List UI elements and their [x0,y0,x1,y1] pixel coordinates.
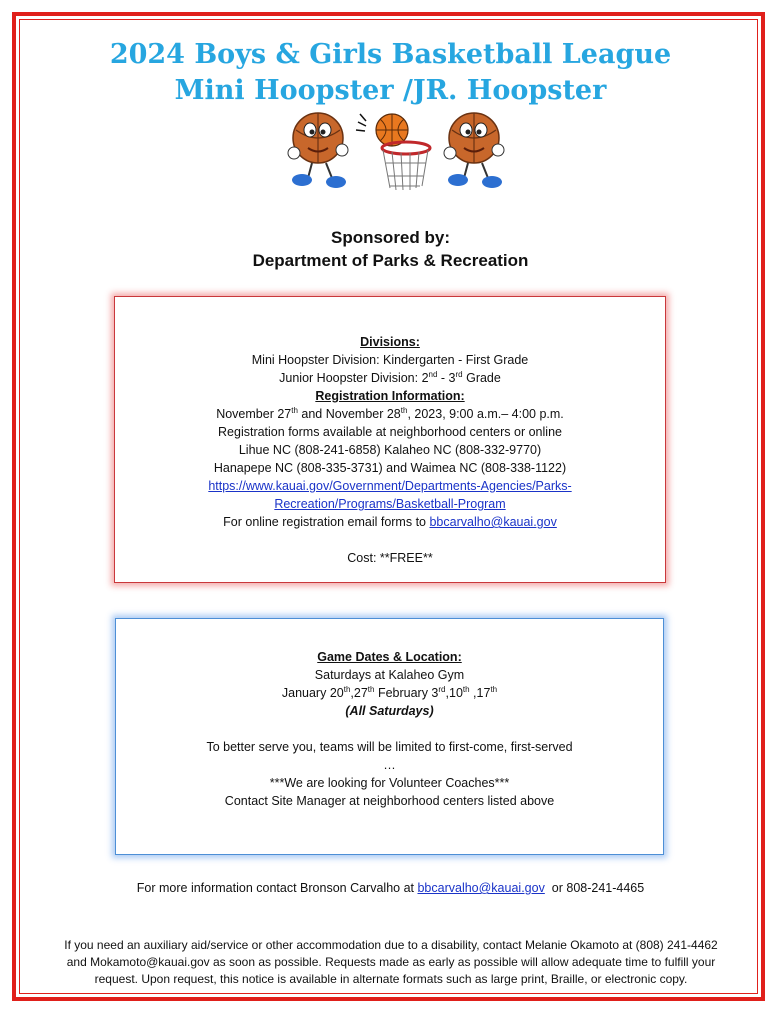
center-phones-1: Lihue NC (808-241-6858) Kalaheo NC (808-332-9770) [238,443,542,457]
more-info-contact: For more information contact Bronson Carvalho at bbcarvalho@kauai.gov or 808-241-4465 [136,881,645,895]
cartoon-ball-left-icon [288,113,348,188]
game-info-box [115,618,664,855]
center-phones-2: Hanapepe NC (808-335-3731) and Waimea NC (808-338-1122) [213,461,567,475]
registration-heading: Registration Information: [315,389,465,403]
registration-dates: November 27th and November 28th, 2023, 9:00 a.m.– 4:00 p.m. [216,405,564,421]
flyer-title: 2024 Boys & Girls Basketball League [109,39,672,70]
site-manager-contact: Contact Site Manager at neighborhood centers listed above [224,794,555,808]
online-registration: For online registration email forms to bbcarvalho@kauai.gov [223,515,557,529]
registration-email-link[interactable]: bbcarvalho@kauai.gov [429,515,557,529]
accessibility-notice: If you need an auxiliary aid/service or other accommodation due to a disability, contact Melanie Okamoto at (808) 241-4462 and Mokamoto@kauai.gov as soon as possible. Requests made as early as possible will allow adequate time to fulfill your request. Upon request, this notice is available in alternate formats such as large print, Braille, or electronic copy. [64,938,718,986]
junior-division: Junior Hoopster Division: 2nd - 3rd Grade [279,369,501,385]
mini-division: Mini Hoopster Division: Kindergarten - First Grade [251,353,529,367]
cartoon-ball-right-icon [444,113,504,188]
game-location: Saturdays at Kalaheo Gym [314,668,465,682]
first-come-note: To better serve you, teams will be limited to first-come, first-served [206,740,573,754]
registration-url-link-cont[interactable]: Recreation/Programs/Basketball-Program [274,497,506,511]
forms-availability: Registration forms available at neighborhood centers or online [218,425,562,439]
basketball-hoop-icon [356,114,430,190]
sponsor-name: Department of Parks & Recreation [252,251,529,270]
cost-label: Cost: **FREE** [347,551,433,565]
flyer-subtitle: Mini Hoopster /JR. Hoopster [174,75,607,106]
game-dates: January 20th,27th February 3rd,10th ,17th [281,684,498,700]
contact-email-link[interactable]: bbcarvalho@kauai.gov [417,881,545,895]
volunteer-callout: ***We are looking for Volunteer Coaches*** [269,776,510,790]
basketball-clipart [280,108,520,198]
registration-url-link[interactable]: https://www.kauai.gov/Government/Departments-Agencies/Parks- [208,479,572,493]
divisions-heading: Divisions: [360,335,420,349]
sponsored-by-label: Sponsored by: [330,228,450,247]
ellipsis: … [383,758,396,772]
registration-box [114,296,666,583]
all-saturdays-note: (All Saturdays) [345,704,434,718]
game-heading: Game Dates & Location: [317,650,462,664]
